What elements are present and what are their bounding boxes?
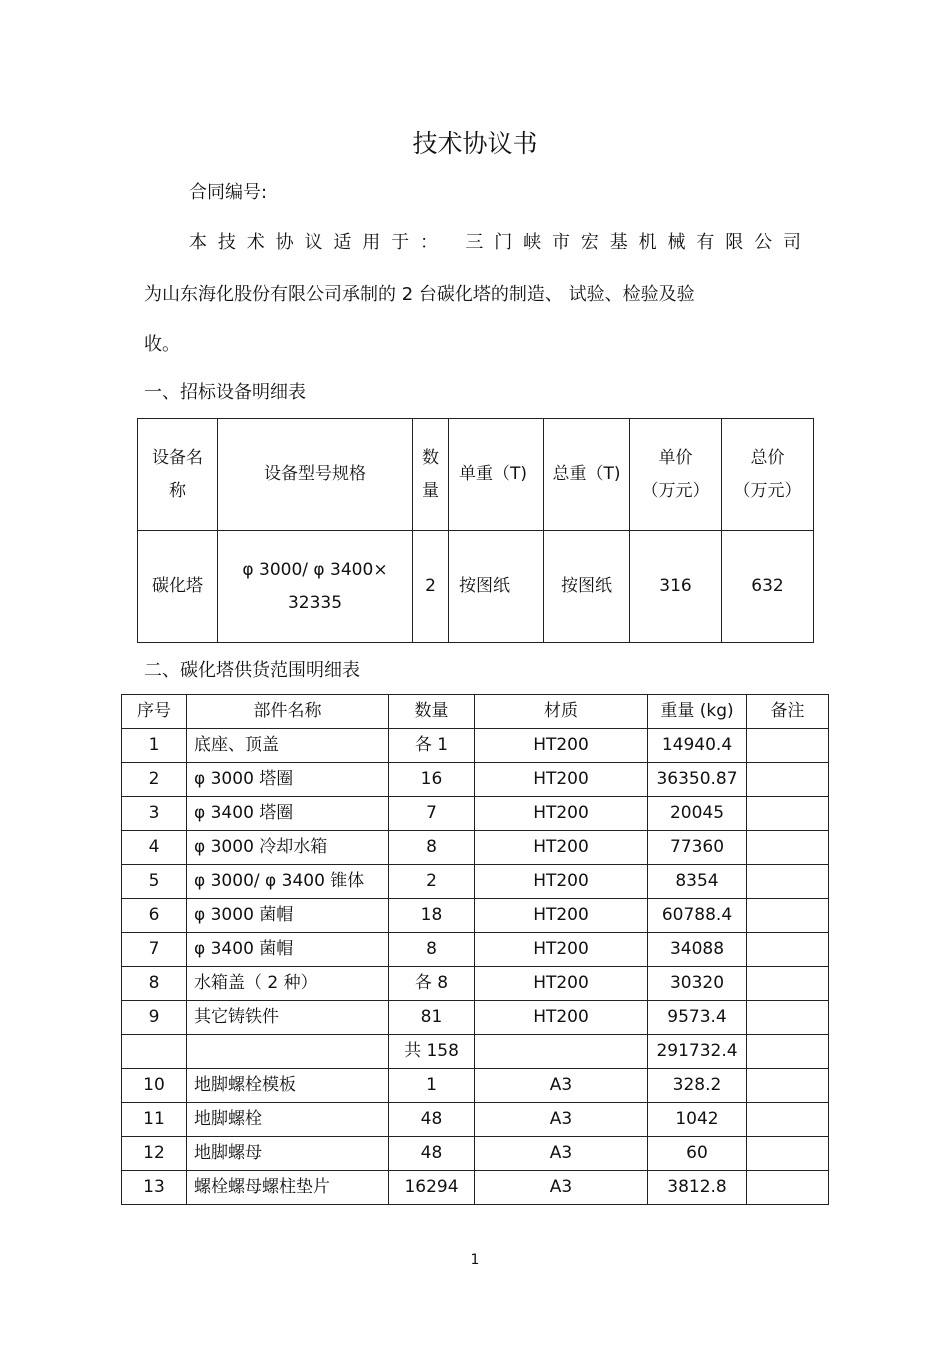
page-number: 1 [470,1252,480,1268]
supply-scope-table [121,694,829,1205]
header-equipment-name: 设备名 称 [138,419,218,531]
quantity: 8 [389,933,475,967]
quantity: 48 [389,1137,475,1171]
equipment-unit-price: 316 [630,531,722,643]
part-name: 地脚螺栓 [187,1103,389,1137]
row-index: 12 [122,1137,187,1171]
remarks [747,1103,829,1137]
equipment-header-row [138,419,814,531]
part-name: φ 3000/ φ 3400 锥体 [187,865,389,899]
row-index: 10 [122,1069,187,1103]
row-index: 1 [122,729,187,763]
material: HT200 [475,865,648,899]
weight: 1042 [648,1103,747,1137]
quantity: 共 158 [389,1035,475,1069]
part-name: 地脚螺母 [187,1137,389,1171]
weight: 34088 [648,933,747,967]
remarks [747,1069,829,1103]
quantity: 16 [389,763,475,797]
table-row [122,967,829,1001]
weight: 328.2 [648,1069,747,1103]
table-row [122,933,829,967]
part-name: 其它铸铁件 [187,1001,389,1035]
header-index: 序号 [122,695,187,729]
material: A3 [475,1171,648,1205]
weight: 3812.8 [648,1171,747,1205]
document-title: 技术协议书 [412,129,538,158]
weight: 20045 [648,797,747,831]
table-row [122,865,829,899]
quantity: 各 1 [389,729,475,763]
remarks [747,831,829,865]
header-model: 设备型号规格 [218,419,413,531]
remarks [747,933,829,967]
part-name: 螺栓螺母螺柱垫片 [187,1171,389,1205]
weight: 291732.4 [648,1035,747,1069]
intro-line-2: 为山东海化股份有限公司承制的 2 台碳化塔的制造、 试验、检验及验 [144,284,695,305]
weight: 36350.87 [648,763,747,797]
table-row [122,1171,829,1205]
remarks [747,865,829,899]
weight: 77360 [648,831,747,865]
equipment-unit-weight: 按图纸 [449,531,544,643]
weight: 60788.4 [648,899,747,933]
header-unit-weight: 单重（T) [449,419,544,531]
part-name: φ 3400 菌帽 [187,933,389,967]
equipment-row [138,531,814,643]
quantity: 1 [389,1069,475,1103]
table-row [122,899,829,933]
part-name: φ 3000 菌帽 [187,899,389,933]
row-index: 3 [122,797,187,831]
weight: 8354 [648,865,747,899]
part-name: 底座、顶盖 [187,729,389,763]
table-row [122,831,829,865]
table-row [122,1001,829,1035]
equipment-name: 碳化塔 [138,531,218,643]
remarks [747,899,829,933]
quantity: 81 [389,1001,475,1035]
row-index: 2 [122,763,187,797]
row-index: 4 [122,831,187,865]
header-total-weight: 总重（T) [544,419,630,531]
remarks [747,1171,829,1205]
material: HT200 [475,1001,648,1035]
remarks [747,729,829,763]
quantity: 8 [389,831,475,865]
row-index: 9 [122,1001,187,1035]
header-part-name: 部件名称 [187,695,389,729]
header-weight: 重量 (kg) [648,695,747,729]
equipment-model: φ 3000/ φ 3400× 32335 [218,531,413,643]
header-unit-price: 单价 （万元） [630,419,722,531]
remarks [747,763,829,797]
table-row [122,797,829,831]
material: HT200 [475,899,648,933]
material: HT200 [475,729,648,763]
part-name: φ 3000 塔圈 [187,763,389,797]
equipment-quantity: 2 [413,531,449,643]
table-row [122,1137,829,1171]
remarks [747,1035,829,1069]
weight: 60 [648,1137,747,1171]
quantity: 7 [389,797,475,831]
quantity: 16294 [389,1171,475,1205]
remarks [747,967,829,1001]
quantity: 18 [389,899,475,933]
quantity: 48 [389,1103,475,1137]
part-name: φ 3400 塔圈 [187,797,389,831]
section2-heading: 二、碳化塔供货范围明细表 [144,660,360,681]
header-quantity: 数 量 [413,419,449,531]
header-total-price: 总价 （万元） [722,419,814,531]
part-name [187,1035,389,1069]
table-row [122,1103,829,1137]
row-index: 5 [122,865,187,899]
row-index: 13 [122,1171,187,1205]
weight: 14940.4 [648,729,747,763]
equipment-table [137,418,814,643]
table-row [122,1035,829,1069]
material [475,1035,648,1069]
material: HT200 [475,967,648,1001]
quantity: 各 8 [389,967,475,1001]
table-row [122,1069,829,1103]
material: HT200 [475,933,648,967]
remarks [747,1137,829,1171]
header-quantity: 数量 [389,695,475,729]
part-name: φ 3000 冷却水箱 [187,831,389,865]
section1-heading: 一、招标设备明细表 [144,382,306,403]
remarks [747,1001,829,1035]
material: HT200 [475,797,648,831]
part-name: 地脚螺栓模板 [187,1069,389,1103]
weight: 9573.4 [648,1001,747,1035]
part-name: 水箱盖（ 2 种） [187,967,389,1001]
header-material: 材质 [475,695,648,729]
intro-line-3: 收。 [144,334,180,355]
supply-header-row [122,695,829,729]
material: HT200 [475,831,648,865]
row-index: 8 [122,967,187,1001]
weight: 30320 [648,967,747,1001]
table-row [122,763,829,797]
equipment-total-price: 632 [722,531,814,643]
material: A3 [475,1069,648,1103]
row-index: 11 [122,1103,187,1137]
table-row [122,729,829,763]
material: A3 [475,1137,648,1171]
intro-line-1: 本技术协议适用于： 三门峡市宏基机械有限公司 [189,232,805,253]
row-index: 6 [122,899,187,933]
remarks [747,797,829,831]
contract-number-label: 合同编号: [189,182,268,203]
header-remarks: 备注 [747,695,829,729]
row-index: 7 [122,933,187,967]
quantity: 2 [389,865,475,899]
material: HT200 [475,763,648,797]
equipment-total-weight: 按图纸 [544,531,630,643]
row-index [122,1035,187,1069]
material: A3 [475,1103,648,1137]
